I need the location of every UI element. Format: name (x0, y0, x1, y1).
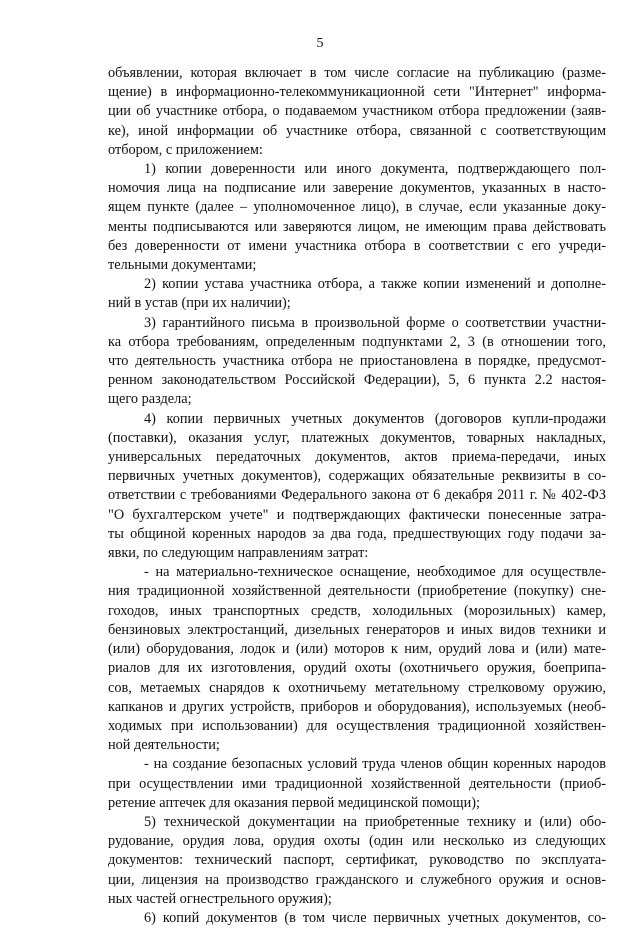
text-line: ты общиной коренных народов за два года, предшествующих году подачи за- (108, 525, 606, 542)
text-line: первичных учетных документов), содержащих обязательные реквизиты в со- (108, 468, 606, 485)
text-line: ке), иной информации об участнике отбора, связанной с соответствующим (108, 122, 606, 139)
page-number: 5 (316, 36, 324, 51)
text-line: 4) копии первичных учетных документов (договоров купли-продажи (144, 410, 606, 427)
text-line: номочия лица на подписание или заверение документов, указанных в насто- (108, 180, 606, 197)
text-line: документов: технический паспорт, сертификат, руководство по эксплуата- (108, 852, 606, 869)
text-line: ции об участнике отбора, о подаваемом участником отбора предложении (заяв- (108, 103, 606, 120)
text-line: универсальных передаточных документов, актов приема-передачи, иных (108, 449, 606, 466)
text-line: при осуществлении ими традиционной хозяйственной деятельности (приоб- (108, 775, 606, 792)
text-line: отбором, с приложением: (108, 141, 263, 158)
text-line: сов, метаемых снарядов к охотничьему метательному стрелковому оружию, (108, 679, 606, 696)
text-line: - на материально-техническое оснащение, необходимое для осуществле- (144, 564, 606, 581)
text-line: тельными документами; (108, 257, 257, 274)
text-line: капканов и других устройств, приборов и оборудования), используемых (необ- (108, 698, 606, 715)
text-line: щение) в информационно-телекоммуникационной сети "Интернет" информа- (108, 84, 606, 101)
text-line: ной деятельности; (108, 737, 220, 754)
text-line: (или) оборудования, лодок и (или) моторов к ним, орудий лова и (или) мате- (108, 641, 606, 658)
text-line: 5) технической документации на приобретенные технику и (или) обо- (144, 813, 606, 830)
text-line: гоходов, иных транспортных средств, холодильных (морозильных) камер, (108, 602, 606, 619)
text-line: ответствии с требованиями Федерального закона от 6 декабря 2011 г. № 402-ФЗ (108, 487, 606, 504)
text-line: без доверенности от имени участника отбора в соответствии с его учреди- (108, 237, 606, 254)
text-line: менты подписываются или заверяются лицом, не имеющим права действовать (108, 218, 606, 235)
text-line: риалов для их изготовления, орудий охоты (охотничьего оружия, боеприпа- (108, 660, 606, 677)
text-line: ка отбора требованиям, определенным подпунктами 2, 3 (в отношении того, (108, 333, 606, 350)
text-line: 6) копий документов (в том числе первичных учетных документов, со- (144, 909, 606, 926)
text-line: ходимых при использовании) для осуществления традиционной хозяйствен- (108, 717, 606, 734)
body-text (108, 64, 606, 928)
text-line: ний в устав (при их наличии); (108, 295, 291, 312)
text-line: щего раздела; (108, 391, 192, 408)
text-line: бензиновых электростанций, дизельных генераторов и иных видов техники и (108, 621, 606, 638)
text-line: (поставки), оказания услуг, платежных документов, товарных накладных, (108, 429, 606, 446)
text-line: ренном законодательством Российской Федерации), 5, 6 пункта 2.2 настоя- (108, 372, 606, 389)
text-line: - на создание безопасных условий труда членов общин коренных народов (144, 756, 606, 773)
text-line: явки, по следующим направлениям затрат: (108, 545, 369, 562)
text-line: 2) копии устава участника отбора, а также копии изменений и дополне- (144, 276, 606, 293)
text-line: ции, лицензия на производство гражданского и служебного оружия и основ- (108, 871, 606, 888)
text-line: ния традиционной хозяйственной деятельности (приобретение (покупку) сне- (108, 583, 606, 600)
text-line: объявлении, которая включает в том числе согласие на публикацию (разме- (108, 65, 606, 81)
text-line: 3) гарантийного письма в произвольной форме о соответствии участни- (144, 314, 606, 331)
text-line: ных частей огнестрельного оружия); (108, 890, 332, 907)
text-line: "О бухгалтерском учете" и подтверждающих фактически понесенные затра- (108, 506, 606, 523)
text-line: ящем пункте (далее – уполномоченное лицо), в случае, если указанные доку- (108, 199, 606, 216)
text-line: рудование, орудия лова, орудия охоты (один или несколько из следующих (108, 833, 606, 850)
text-line: 1) копии доверенности или иного документа, подтверждающего пол- (144, 161, 606, 178)
text-line: что деятельность участника отбора не приостановлена в порядке, предусмот- (108, 353, 606, 370)
text-line: ретение аптечек для оказания первой медицинской помощи); (108, 794, 480, 811)
